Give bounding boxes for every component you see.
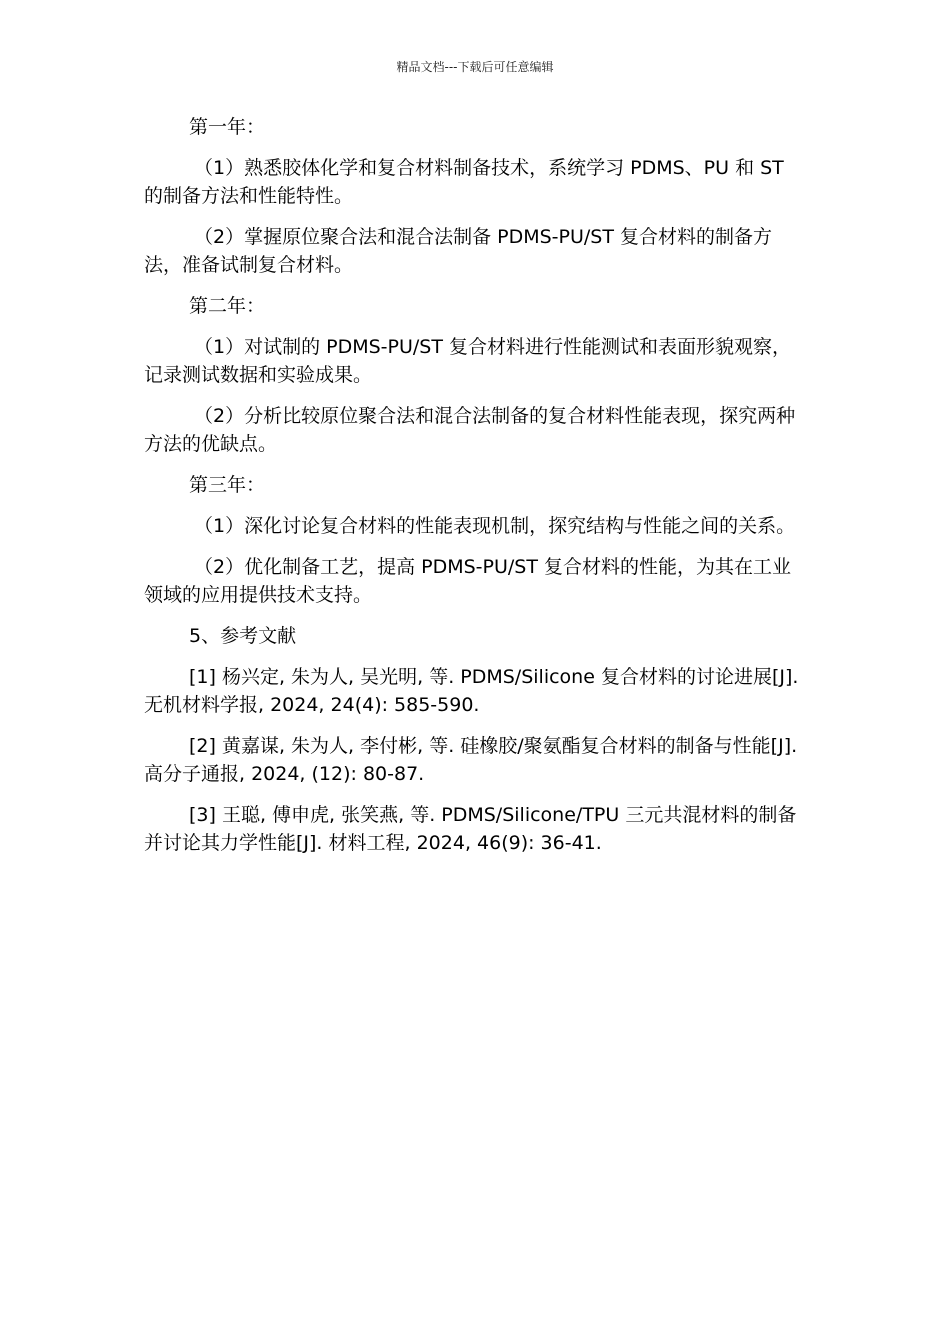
section-heading-year-3: 第三年： <box>189 474 266 496</box>
section-heading-year-1: 第一年： <box>189 116 266 138</box>
section-heading-year-2: 第二年： <box>189 295 266 317</box>
references-heading: 5、参考文献 <box>189 625 297 647</box>
year-1-item-1: （1）熟悉胶体化学和复合材料制备技术，系统学习 PDMS、PU 和 ST 的制备方法和性能特性。 <box>144 157 784 207</box>
reference-item-1: [1] 杨兴定, 朱为人, 吴光明, 等. PDMS/Silicone 复合材料的讨论进展[J]. 无机材料学报, 2024, 24(4): 585-590. <box>144 666 799 716</box>
year-1-item-2: （2）掌握原位聚合法和混合法制备 PDMS-PU/ST 复合材料的制备方法，准备试制复合材料。 <box>144 226 772 276</box>
page-header: 精品文档---下载后可任意编辑 <box>396 60 554 74</box>
year-3-item-1: （1）深化讨论复合材料的性能表现机制，探究结构与性能之间的关系。 <box>194 515 796 537</box>
reference-item-3: [3] 王聪, 傅申虎, 张笑燕, 等. PDMS/Silicone/TPU 三元共混材料的制备并讨论其力学性能[J]. 材料工程, 2024, 46(9): 36-41. <box>144 804 797 854</box>
year-2-item-1: （1）对试制的 PDMS-PU/ST 复合材料进行性能测试和表面形貌观察，记录测试数据和实验成果。 <box>144 336 791 386</box>
document-body <box>144 113 806 870</box>
reference-item-2: [2] 黄嘉谋, 朱为人, 李付彬, 等. 硅橡胶/聚氨酯复合材料的制备与性能[J]. 高分子通报, 2024, (12): 80-87. <box>144 735 798 785</box>
year-3-item-2: （2）优化制备工艺，提高 PDMS-PU/ST 复合材料的性能，为其在工业领域的应用提供技术支持。 <box>144 556 791 606</box>
year-2-item-2: （2）分析比较原位聚合法和混合法制备的复合材料性能表现，探究两种方法的优缺点。 <box>144 405 796 455</box>
